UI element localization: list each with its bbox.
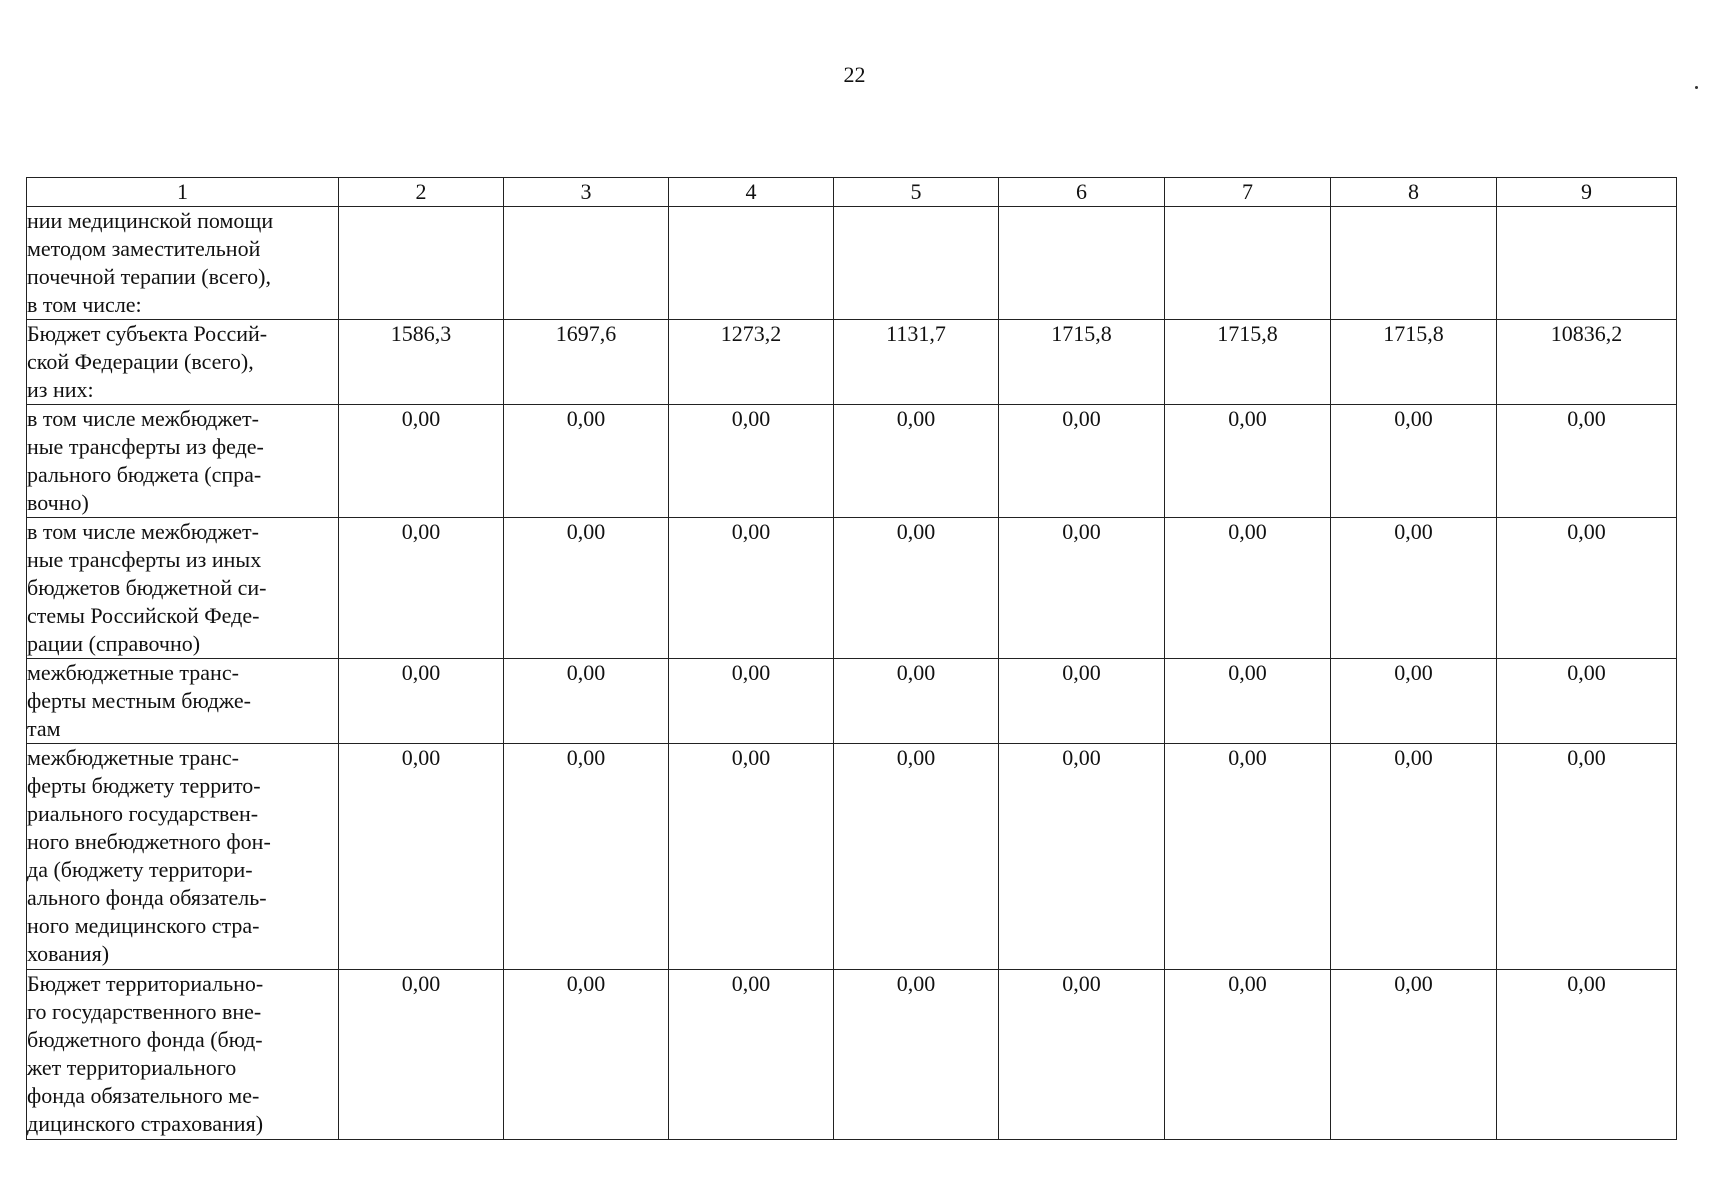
row-value: 1715,8 <box>999 320 1165 405</box>
row-value: 1273,2 <box>669 320 834 405</box>
row-value: 0,00 <box>669 518 834 659</box>
row-value <box>834 207 999 320</box>
row-value: 0,00 <box>1497 744 1677 970</box>
row-value: 0,00 <box>999 659 1165 744</box>
table-row <box>27 744 1677 970</box>
row-value: 0,00 <box>1497 970 1677 1140</box>
row-value: 0,00 <box>504 518 669 659</box>
column-header: 4 <box>669 178 834 207</box>
page-number: 22 <box>843 62 866 87</box>
row-value <box>999 207 1165 320</box>
row-value: 0,00 <box>339 970 504 1140</box>
row-value: 0,00 <box>999 518 1165 659</box>
row-value: 0,00 <box>339 659 504 744</box>
row-value: 0,00 <box>1331 518 1497 659</box>
row-value: 0,00 <box>999 744 1165 970</box>
row-value: 1715,8 <box>1331 320 1497 405</box>
column-header: 8 <box>1331 178 1497 207</box>
row-value: 0,00 <box>339 518 504 659</box>
column-number-row <box>27 178 1677 207</box>
scan-artifact-dot <box>1695 86 1698 89</box>
row-value: 0,00 <box>834 518 999 659</box>
row-value: 0,00 <box>1165 659 1331 744</box>
column-header: 9 <box>1497 178 1677 207</box>
row-value: 1715,8 <box>1165 320 1331 405</box>
row-value <box>1497 207 1677 320</box>
row-label: в том числе межбюджет- ные трансферты из феде- рального бюджета (спра- вочно) <box>27 405 339 518</box>
row-label: Бюджет субъекта Россий- ской Федерации (всего), из них: <box>27 320 339 405</box>
row-value: 0,00 <box>669 405 834 518</box>
row-value: 1131,7 <box>834 320 999 405</box>
row-value: 10836,2 <box>1497 320 1677 405</box>
row-value: 0,00 <box>1165 518 1331 659</box>
row-value: 1697,6 <box>504 320 669 405</box>
row-value: 0,00 <box>1165 405 1331 518</box>
row-value: 0,00 <box>1331 659 1497 744</box>
row-value: 0,00 <box>1165 970 1331 1140</box>
row-value: 0,00 <box>1165 744 1331 970</box>
row-value: 0,00 <box>1497 518 1677 659</box>
row-value: 1586,3 <box>339 320 504 405</box>
column-header: 2 <box>339 178 504 207</box>
column-header: 1 <box>27 178 339 207</box>
row-value: 0,00 <box>669 970 834 1140</box>
column-header: 3 <box>504 178 669 207</box>
table-row <box>27 970 1677 1140</box>
table-row <box>27 207 1677 320</box>
column-header: 5 <box>834 178 999 207</box>
table-row <box>27 659 1677 744</box>
row-value <box>339 207 504 320</box>
row-value <box>669 207 834 320</box>
row-value: 0,00 <box>834 744 999 970</box>
row-value: 0,00 <box>1331 744 1497 970</box>
row-value: 0,00 <box>669 744 834 970</box>
row-value: 0,00 <box>999 405 1165 518</box>
row-value <box>1165 207 1331 320</box>
row-label: Бюджет территориально- го государственного вне- бюджетного фонда (бюд- жет территориального фонда обязательного ме- дицинского страхования) <box>27 970 339 1140</box>
table-row <box>27 320 1677 405</box>
column-header: 7 <box>1165 178 1331 207</box>
row-value: 0,00 <box>504 405 669 518</box>
row-value: 0,00 <box>669 659 834 744</box>
row-label: межбюджетные транс- ферты бюджету террито- риального государствен- ного внебюджетного фон- да (бюджету территори- ального фонда обязатель- ного медицинского стра- хования) <box>27 744 339 970</box>
row-value: 0,00 <box>1331 970 1497 1140</box>
row-label: межбюджетные транс- ферты местным бюдже- там <box>27 659 339 744</box>
budget-table <box>26 177 1677 1140</box>
row-label: в том числе межбюджет- ные трансферты из иных бюджетов бюджетной си- стемы Российской Феде- рации (справочно) <box>27 518 339 659</box>
row-label: нии медицинской помощи методом заместительной почечной терапии (всего), в том числе: <box>27 207 339 320</box>
row-value: 0,00 <box>1331 405 1497 518</box>
row-value <box>504 207 669 320</box>
row-value: 0,00 <box>504 970 669 1140</box>
table-row <box>27 518 1677 659</box>
row-value: 0,00 <box>834 659 999 744</box>
row-value <box>1331 207 1497 320</box>
row-value: 0,00 <box>504 659 669 744</box>
row-value: 0,00 <box>834 970 999 1140</box>
column-header: 6 <box>999 178 1165 207</box>
row-value: 0,00 <box>834 405 999 518</box>
row-value: 0,00 <box>1497 405 1677 518</box>
row-value: 0,00 <box>339 405 504 518</box>
row-value: 0,00 <box>999 970 1165 1140</box>
row-value: 0,00 <box>1497 659 1677 744</box>
row-value: 0,00 <box>339 744 504 970</box>
table-row <box>27 405 1677 518</box>
row-value: 0,00 <box>504 744 669 970</box>
